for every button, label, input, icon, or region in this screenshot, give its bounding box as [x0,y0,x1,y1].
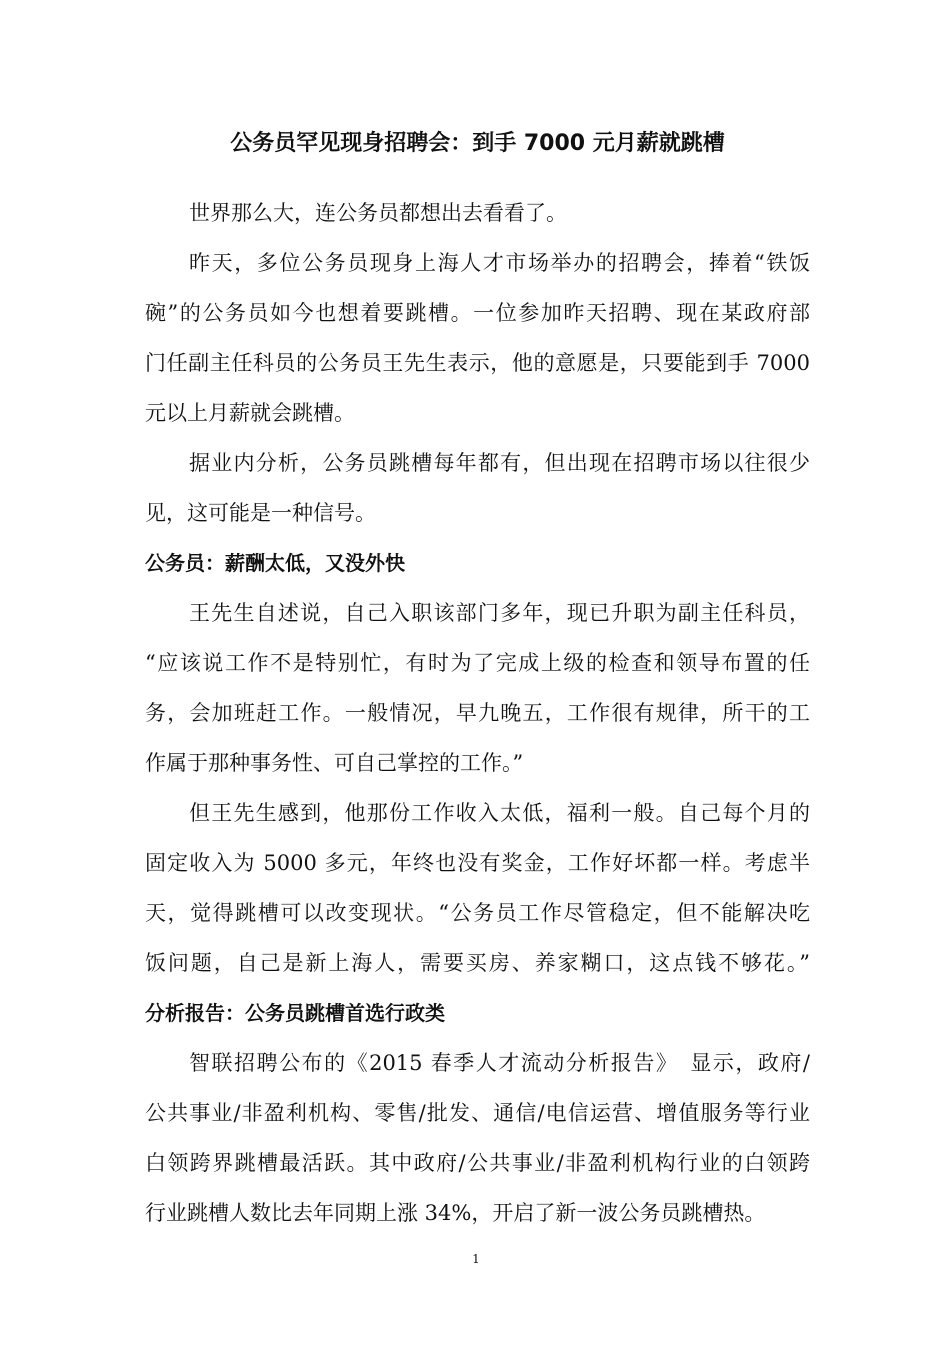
paragraph-line: 王先生自述说，自己入职该部门多年，现已升职为副主任科员， [189,601,810,625]
paragraph-line: 但王先生感到，他那份工作收入太低，福利一般。自己每个月的 [189,801,810,825]
paragraph-line: 门任副主任科员的公务员王先生表示，他的意愿是，只要能到手 7000 [145,351,810,375]
paragraph-line: 世界那么大，连公务员都想出去看看了。 [189,201,567,225]
paragraph-line: 饭问题，自己是新上海人，需要买房、养家糊口，这点钱不够花。” [145,951,810,975]
paragraph-line: 务，会加班赶工作。一般情况，早九晚五，工作很有规律，所干的工 [145,701,810,725]
paragraph-line: 白领跨界跳槽最活跃。其中政府/公共事业/非盈利机构行业的白领跨 [145,1151,810,1175]
paragraph-line: 昨天，多位公务员现身上海人才市场举办的招聘会，捧着“铁饭 [189,251,810,275]
section-heading-salary: 公务员：薪酬太低，又没外快 [145,551,405,575]
paragraph-line: 元以上月薪就会跳槽。 [145,401,355,425]
paragraph-line: 公共事业/非盈利机构、零售/批发、通信/电信运营、增值服务等行业 [145,1101,810,1125]
paragraph-line: 天，觉得跳槽可以改变现状。“公务员工作尽管稳定，但不能解决吃 [145,901,810,925]
paragraph-line: 见，这可能是一种信号。 [145,501,376,525]
paragraph-line: 固定收入为 5000 多元，年终也没有奖金，工作好坏都一样。考虑半 [145,851,810,875]
page-number: 1 [472,1252,480,1266]
paragraph-line: 据业内分析，公务员跳槽每年都有，但出现在招聘市场以往很少 [189,451,810,475]
paragraph-line: 作属于那种事务性、可自己掌控的工作。” [145,751,524,775]
paragraph-line: 碗”的公务员如今也想着要跳槽。一位参加昨天招聘、现在某政府部 [145,301,810,325]
paragraph-line: 行业跳槽人数比去年同期上涨 34%，开启了新一波公务员跳槽热。 [145,1201,766,1225]
document-title: 公务员罕见现身招聘会：到手 7000 元月薪就跳槽 [230,131,725,156]
paragraph-line: “应该说工作不是特别忙，有时为了完成上级的检查和领导布置的任 [145,651,810,675]
section-heading-report: 分析报告：公务员跳槽首选行政类 [145,1001,445,1025]
paragraph-line: 智联招聘公布的《2015 春季人才流动分析报告》 显示，政府/ [189,1051,810,1075]
